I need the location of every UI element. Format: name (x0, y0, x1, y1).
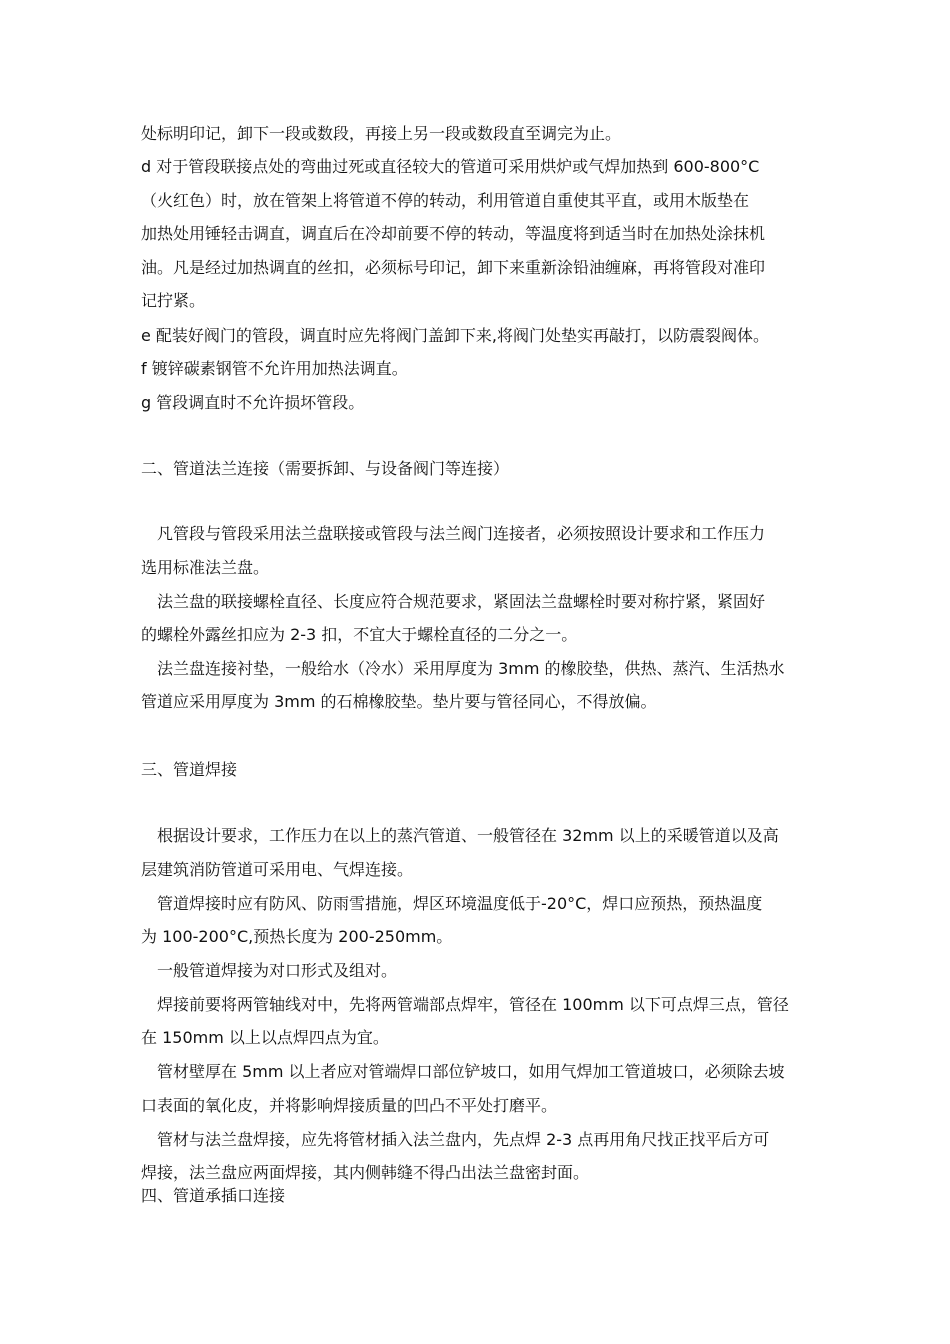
paragraph-line: 法兰盘的联接螺栓直径、长度应符合规范要求，紧固法兰盘螺栓时要对称拧紧，紧固好 (157, 592, 766, 611)
paragraph-line: 为 100-200°C,预热长度为 200-250mm。 (141, 927, 453, 946)
text-line: f 镀锌碳素钢管不允许用加热法调直。 (141, 359, 408, 378)
paragraph-line: 根据设计要求，工作压力在以上的蒸汽管道、一般管径在 32mm 以上的采暖管道以及高 (157, 826, 779, 845)
paragraph-line: 在 150mm 以上以点焊四点为宜。 (141, 1028, 389, 1047)
paragraph-line: 凡管段与管段采用法兰盘联接或管段与法兰阀门连接者，必须按照设计要求和工作压力 (157, 524, 766, 543)
section-heading: 四、管道承插口连接 (141, 1186, 286, 1205)
paragraph-line: 的螺栓外露丝扣应为 2-3 扣，不宜大于螺栓直径的二分之一。 (141, 625, 578, 644)
text-line: 加热处用锤轻击调直，调直后在冷却前要不停的转动，等温度将到适当时在加热处涂抹机 (141, 224, 766, 243)
paragraph-line: 焊接前要将两管轴线对中，先将两管端部点焊牢，管径在 100mm 以下可点焊三点，管径 (157, 995, 789, 1014)
paragraph-line: 管材壁厚在 5mm 以上者应对管端焊口部位铲坡口，如用气焊加工管道坡口，必须除去坡 (157, 1062, 785, 1081)
section-heading: 二、管道法兰连接（需要拆卸、与设备阀门等连接） (141, 459, 510, 478)
section-heading: 三、管道焊接 (141, 760, 238, 779)
paragraph-line: 管道应采用厚度为 3mm 的石棉橡胶垫。垫片要与管径同心，不得放偏。 (141, 692, 657, 711)
text-line: 油。凡是经过加热调直的丝扣，必须标号印记，卸下来重新涂铅油缠麻，再将管段对准印 (141, 258, 766, 277)
text-line: 记拧紧。 (141, 291, 206, 310)
paragraph-line: 管材与法兰盘焊接，应先将管材插入法兰盘内，先点焊 2-3 点再用角尺找正找平后方可 (157, 1130, 770, 1149)
paragraph-line: 一般管道焊接为对口形式及组对。 (157, 961, 398, 980)
paragraph-line: 选用标准法兰盘。 (141, 558, 270, 577)
paragraph-line: 层建筑消防管道可采用电、气焊连接。 (141, 860, 414, 879)
paragraph-line: 焊接，法兰盘应两面焊接，其内侧韩缝不得凸出法兰盘密封面。 (141, 1163, 590, 1182)
text-line: 处标明印记，卸下一段或数段，再接上另一段或数段直至调完为止。 (141, 124, 622, 143)
text-line: （火红色）时，放在管架上将管道不停的转动，利用管道自重使其平直，或用木版垫在 (141, 191, 750, 210)
paragraph-line: 口表面的氧化皮，并将影响焊接质量的凹凸不平处打磨平。 (141, 1096, 558, 1115)
paragraph-line: 管道焊接时应有防风、防雨雪措施，焊区环境温度低于-20°C，焊口应预热，预热温度 (157, 894, 763, 913)
text-line: d 对于管段联接点处的弯曲过死或直径较大的管道可采用烘炉或气焊加热到 600-800°C (141, 157, 760, 176)
text-line: g 管段调直时不允许损坏管段。 (141, 393, 365, 412)
text-line: e 配装好阀门的管段，调直时应先将阀门盖卸下来,将阀门处垫实再敲打，以防震裂阀体。 (141, 326, 770, 345)
paragraph-line: 法兰盘连接衬垫，一般给水（冷水）采用厚度为 3mm 的橡胶垫，供热、蒸汽、生活热水 (157, 659, 785, 678)
